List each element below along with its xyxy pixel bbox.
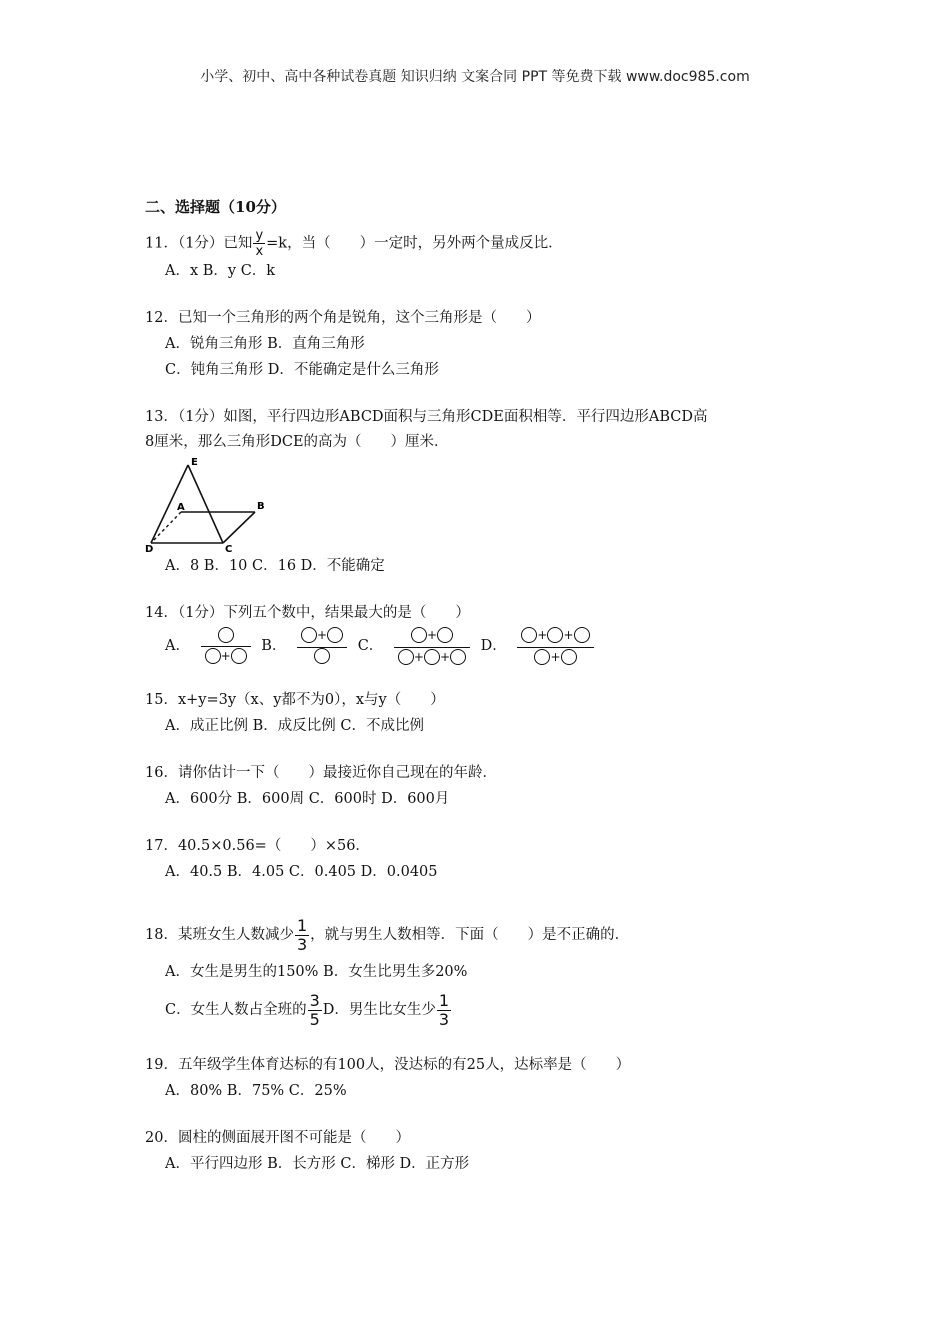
circle-icon — [574, 627, 590, 643]
edge-ad-dashed — [151, 512, 181, 543]
question-14-options — [145, 626, 835, 666]
question-18-options-line2 — [145, 989, 835, 1031]
question-13-stem-line2: 8厘米，那么三角形DCE的高为（ ）厘米． — [145, 434, 449, 450]
question-13-stem-line1: 13．（1分）如图，平行四边形ABCD面积与三角形CDE面积相等．平行四边形ABCD高 — [145, 409, 708, 425]
option-c-text: C．女生人数占全班的 — [165, 1002, 307, 1018]
question-17 — [145, 834, 835, 885]
circle-fraction-d-numerator — [517, 626, 593, 648]
circle-icon — [205, 648, 221, 664]
question-16 — [145, 761, 835, 812]
fraction-denominator: 3 — [296, 934, 308, 954]
question-12-options-line1: A．锐角三角形 B．直角三角形 — [165, 336, 365, 352]
question-18-options-line1: A．女生是男生的150% B．女生比男生多20% — [165, 964, 468, 980]
option-d-text: D．男生比女生少 — [322, 1002, 436, 1018]
label-a: A — [177, 502, 185, 513]
plus-sign: + — [563, 628, 574, 642]
question-20-options: A．平行四边形 B．长方形 C．梯形 D．正方形 — [165, 1156, 470, 1172]
edge-ec — [188, 465, 223, 543]
plus-sign: + — [439, 649, 451, 664]
fraction-numerator: 1 — [438, 990, 450, 1010]
circle-icon — [450, 649, 466, 665]
circle-fraction-a-denominator — [201, 647, 251, 666]
circle-icon — [521, 627, 537, 643]
fraction-denominator: 5 — [309, 1009, 320, 1029]
question-16-options: A．600分 B．600周 C．600时 D．600月 — [165, 791, 450, 807]
fraction-numerator: y — [255, 228, 264, 243]
label-d: D — [145, 544, 154, 553]
question-18 — [145, 915, 835, 1031]
question-15-options: A．成正比例 B．成反比例 C．不成比例 — [165, 718, 424, 734]
question-18-stem-pre: 18．某班女生人数减少 — [145, 927, 294, 943]
question-18-stem-post: ，就与男生人数相等．下面（ ）是不正确的． — [310, 927, 630, 943]
plus-sign: + — [413, 649, 424, 664]
question-12 — [145, 306, 835, 383]
circle-icon — [424, 649, 440, 665]
circle-fraction-b — [297, 626, 347, 666]
option-b-label: B． — [261, 638, 287, 654]
question-13-options: A．8 B．10 C．16 D．不能确定 — [165, 558, 385, 574]
option-d-label: D． — [480, 638, 507, 654]
plus-sign: + — [537, 628, 548, 642]
edge-bc — [223, 512, 255, 543]
label-c: C — [225, 544, 233, 553]
plus-sign: + — [550, 649, 561, 664]
option-c-label: C． — [357, 638, 384, 654]
question-section — [145, 196, 835, 1199]
geometry-figure-svg — [145, 457, 275, 553]
fraction-denominator: 3 — [438, 1009, 450, 1029]
question-17-stem: 17．40.5×0.56=（ ）×56． — [145, 838, 370, 854]
question-19-options: A．80% B．75% C．25% — [165, 1083, 347, 1099]
question-11 — [145, 229, 835, 284]
question-17-options: A．40.5 B．4.05 C．0.405 D．0.0405 — [165, 864, 438, 880]
label-e: E — [191, 457, 198, 468]
section-title: 二、选择题（10分） — [145, 198, 286, 216]
question-12-options-line2: C．钝角三角形 D．不能确定是什么三角形 — [165, 362, 439, 378]
option-a-label: A． — [165, 638, 190, 654]
plus-sign: + — [426, 628, 438, 642]
fraction-y-over-x — [253, 229, 265, 258]
fraction-one-third-d — [437, 990, 451, 1029]
circle-fraction-c-numerator — [394, 626, 470, 648]
circle-icon — [547, 627, 563, 643]
question-14 — [145, 601, 835, 666]
fraction-numerator: 3 — [309, 990, 320, 1010]
circle-icon — [561, 649, 577, 665]
circle-icon — [534, 649, 550, 665]
fraction-numerator: 1 — [296, 915, 308, 935]
question-14-stem: 14．（1分）下列五个数中，结果最大的是（ ） — [145, 605, 470, 621]
plus-sign: + — [220, 649, 231, 664]
question-16-stem: 16．请你估计一下（ ）最接近你自己现在的年龄． — [145, 765, 497, 781]
circle-fraction-d — [517, 626, 593, 666]
question-20 — [145, 1126, 835, 1177]
question-19-stem: 19．五年级学生体育达标的有100人，没达标的有25人，达标率是（ ） — [145, 1057, 631, 1073]
circle-icon — [327, 627, 343, 643]
circle-fraction-b-numerator — [297, 626, 347, 648]
circle-icon — [398, 649, 414, 665]
circle-fraction-a-numerator — [201, 626, 251, 647]
question-20-stem: 20．圆柱的侧面展开图不可能是（ ） — [145, 1130, 410, 1146]
question-11-stem-post: =k，当（ ）一定时，另外两个量成反比． — [266, 235, 563, 252]
question-15 — [145, 688, 835, 739]
circle-icon — [231, 648, 247, 664]
circle-fraction-c — [394, 626, 470, 666]
question-18-stem — [145, 915, 835, 955]
circle-icon — [218, 627, 234, 643]
circle-fraction-d-denominator — [517, 648, 593, 667]
circle-fraction-c-denominator — [394, 648, 470, 667]
circle-icon — [301, 627, 317, 643]
circle-icon — [411, 627, 427, 643]
question-11-options: A．x B．y C．k — [165, 263, 276, 279]
parallelogram-triangle-figure — [145, 457, 835, 553]
fraction-three-fifths — [308, 990, 322, 1029]
fraction-denominator: x — [255, 244, 264, 259]
circle-icon — [437, 627, 453, 643]
circle-fraction-a — [201, 626, 251, 666]
question-19 — [145, 1053, 835, 1104]
page-header: 小学、初中、高中各种试卷真题 知识归纳 文案合同 PPT 等免费下载 www.doc985.com — [200, 69, 750, 85]
question-12-stem: 12．已知一个三角形的两个角是锐角，这个三角形是（ ） — [145, 310, 541, 326]
fraction-one-third — [295, 915, 309, 954]
plus-sign: + — [317, 628, 328, 643]
label-b: B — [257, 501, 265, 512]
circle-fraction-b-denominator — [297, 648, 347, 666]
question-15-stem: 15．x+y=3y（x、y都不为0），x与y（ ） — [145, 692, 445, 708]
question-13 — [145, 405, 835, 579]
question-11-stem-pre: 11．（1分）已知 — [145, 235, 253, 252]
circle-icon — [314, 648, 330, 664]
question-11-stem — [145, 229, 835, 258]
